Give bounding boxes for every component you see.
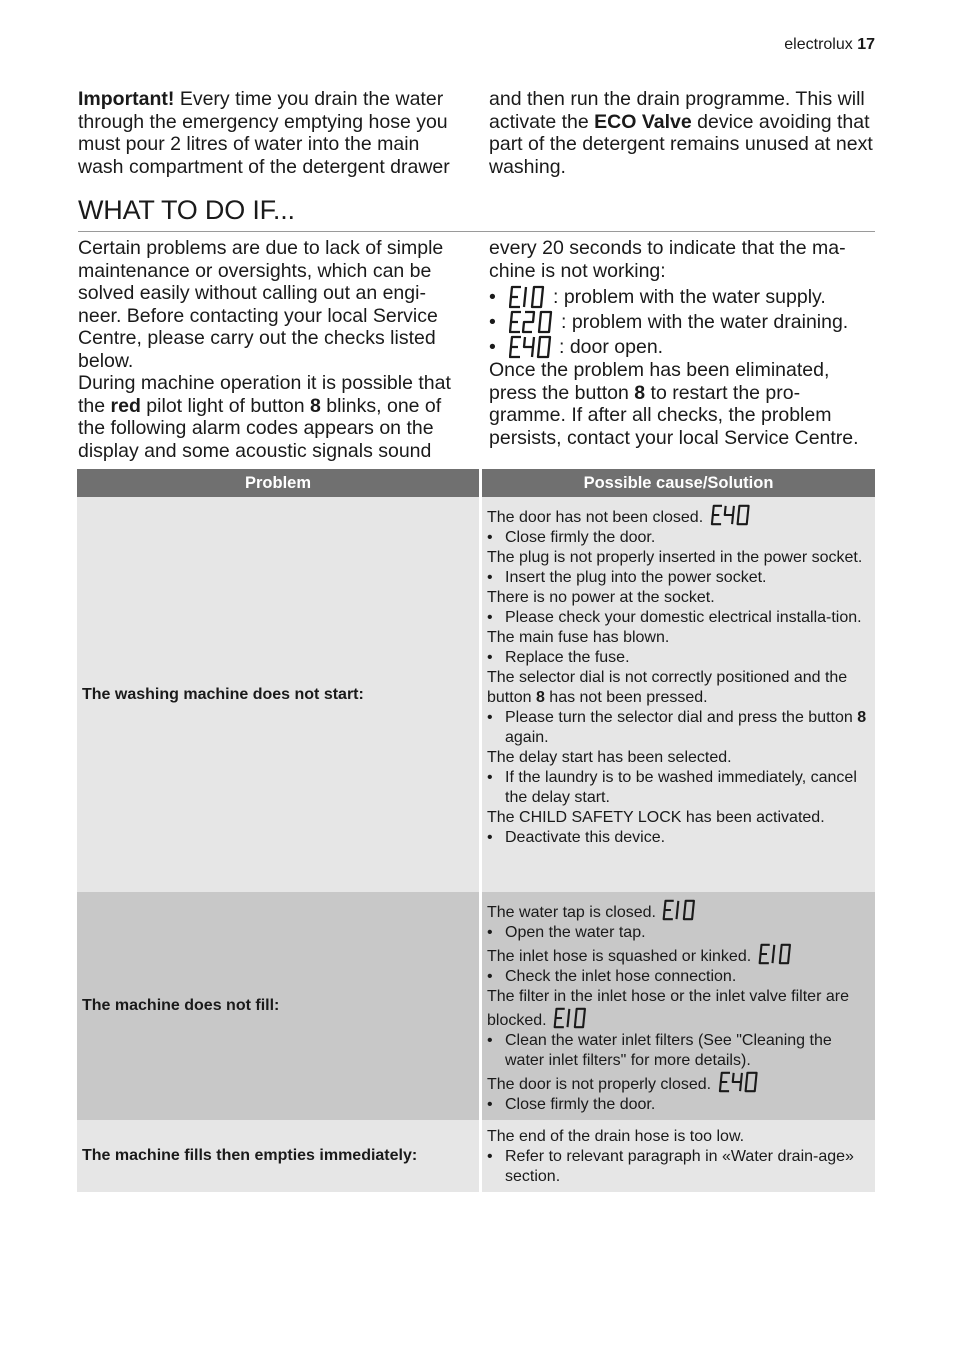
problem-cell: The machine fills then empties immediately: <box>77 1120 482 1192</box>
display-code-e10-icon <box>662 899 702 921</box>
section-left-paragraph-2: During machine operation it is possible that the red pilot light of button 8 blinks, one of the following alarm codes appears on the display and some acoustic signals sound <box>78 372 451 462</box>
brand-name: electrolux <box>784 36 853 53</box>
alarm-code-item: • : problem with the water supply. <box>489 285 826 308</box>
list-item: • Open the water tap. <box>487 924 646 941</box>
page-number: 17 <box>857 36 875 53</box>
list-item: • Please turn the selector dial and press the button 8 again. <box>487 709 867 746</box>
intro-right-pre: and then run the drain programme. This will activate the <box>489 88 865 133</box>
table-row <box>77 892 875 1120</box>
button-number: 8 <box>634 381 646 404</box>
display-code-e40-icon <box>718 1071 764 1093</box>
column-header-solution: Possible cause/Solution <box>482 469 875 497</box>
important-label: Important! <box>78 88 175 110</box>
display-code-e10-icon <box>509 285 551 309</box>
list-item: • Deactivate this device. <box>487 829 666 846</box>
alarm-code-item: • : door open. <box>489 335 664 358</box>
problem-cell: The washing machine does not start: <box>77 497 482 892</box>
display-code-e40-icon <box>710 504 756 526</box>
page-header <box>784 36 875 54</box>
list-item: • Check the inlet hose connection. <box>487 968 737 985</box>
intro-right-column <box>489 88 879 178</box>
intro-left-column <box>78 88 468 178</box>
list-item: • If the laundry is to be washed immediately, cancel the delay start. <box>487 769 857 806</box>
section-right-column <box>489 237 875 449</box>
table-row <box>77 1120 875 1192</box>
section-divider <box>78 231 875 232</box>
section-left-column <box>78 237 466 462</box>
section-right-paragraph-2: Once the problem has been eliminated, press the button 8 to restart the pro-gramme. If after all checks, the problem persists, contact your local Service Centre. <box>489 359 859 449</box>
intro-left-text: Every time you drain the water through the emergency emptying hose you must pour 2 litres of water into the main wash compartment of the detergent drawer <box>78 88 450 178</box>
display-code-e10-icon <box>758 943 798 965</box>
table-row <box>77 497 875 892</box>
button-number: 8 <box>310 394 321 417</box>
list-item: • Replace the fuse. <box>487 649 630 666</box>
section-title: WHAT TO DO IF... <box>78 195 295 225</box>
column-header-problem: Problem <box>77 469 482 497</box>
solution-cell: The end of the drain hose is too low. • Refer to relevant paragraph in «Water drain-age» section. <box>482 1120 875 1192</box>
solution-cell: The water tap is closed. • Open the water tap. The inlet hose is squashed or kinked. • Check the inlet hose connection. The filter in the inlet hose or the inlet valve filter are blocked. • Clean the water inlet filters (See "Cleaning the water inlet filters" for more details). The door is not properly closed. • Close firmly the door. <box>482 892 875 1120</box>
list-item: • Please check your domestic electrical installa-tion. <box>487 609 862 626</box>
section-right-paragraph-1: every 20 seconds to indicate that the ma-chine is not working: <box>489 237 846 282</box>
red-word: red <box>110 394 141 417</box>
list-item: • Close firmly the door. <box>487 529 656 546</box>
display-code-e20-icon <box>509 310 559 334</box>
list-item: • Clean the water inlet filters (See "Cleaning the water inlet filters" for more details). <box>487 1032 832 1069</box>
list-item: • Refer to relevant paragraph in «Water drain-age» section. <box>487 1148 854 1185</box>
display-code-e10-icon <box>553 1007 593 1029</box>
problem-cell: The machine does not fill: <box>77 892 482 1120</box>
solution-cell: The door has not been closed. • Close firmly the door. The plug is not properly inserted in the power socket. • Insert the plug into the power socket. There is no power at the socket. • Please check your domestic electrical installa-tion. The main fuse has blown. • Replace the fuse. The selector dial is not correctly positioned and the button 8 has not been pressed. • Please turn the selector dial and press the button 8 again. The delay start has been selected. • If the laundry is to be washed immediately, cancel the delay start. The CHILD SAFETY LOCK has been activated. • Deactivate this device. <box>482 497 875 892</box>
section-left-paragraph-1: Certain problems are due to lack of simple maintenance or oversights, which can be solved easily without calling out an engi-neer. Before contacting your local Service Centre, please carry out the checks listed below. <box>78 237 444 372</box>
list-item: • Insert the plug into the power socket. <box>487 569 767 586</box>
alarm-code-item: • : problem with the water draining. <box>489 310 849 333</box>
display-code-e40-icon <box>509 335 557 359</box>
intro-right-post: device avoiding that part of the detergent remains unused at next washing. <box>489 110 873 178</box>
list-item: • Close firmly the door. <box>487 1096 656 1113</box>
eco-valve-label: ECO Valve <box>594 110 692 133</box>
troubleshooting-table <box>77 469 875 1192</box>
